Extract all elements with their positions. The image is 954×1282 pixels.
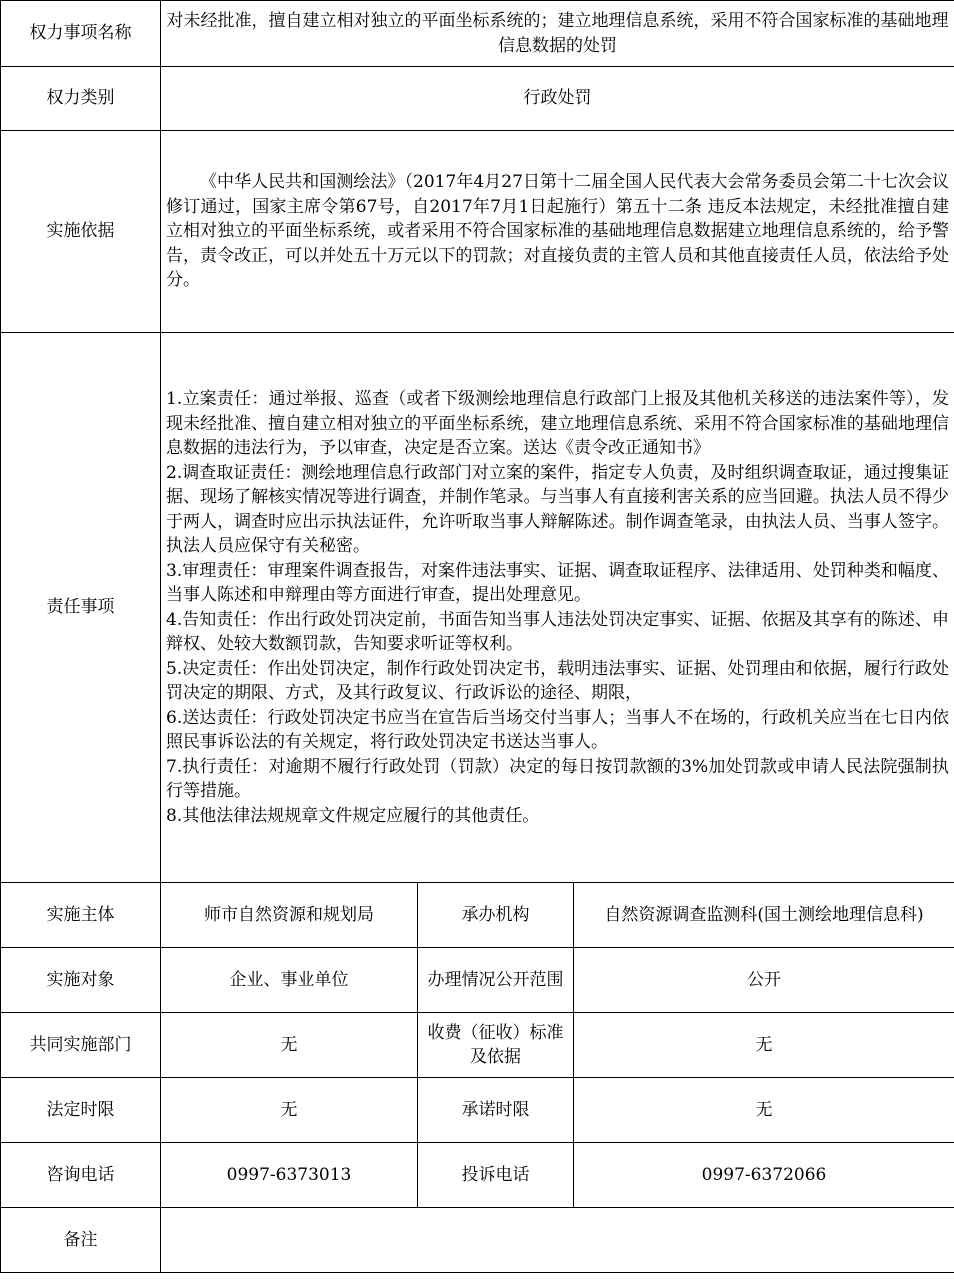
complaint-phone-label: 投诉电话: [418, 1143, 574, 1208]
subject-value: 师市自然资源和规划局: [161, 883, 418, 948]
joint-dept-value: 无: [161, 1013, 418, 1078]
legal-basis-text: 《中华人民共和国测绘法》（2017年4月27日第十二届全国人民代表大会常务委员会第二十七次会议修订通过，国家主席令第67号，自2017年7月1日起施行）第五十二条 违反本法规定，未经批准擅自建立相对独立的平面坐标系统，或者采用不符合国家标准的基础地理信息数据建立地理信息系统的，给予警告，责令改正，可以并处五十万元以下的罚款；对直接负责的主管人员和其他直接责任人员，依法给予处分。: [166, 172, 949, 291]
responsibility-item: 5.决定责任：作出处罚决定，制作行政处罚决定书，载明违法事实、证据、处罚理由和依据，履行行政处罚决定的期限、方式，及其行政复议、行政诉讼的途径、期限，: [166, 658, 949, 703]
row-responsibility: [1, 333, 954, 883]
handling-org-value: 自然资源调查监测科(国土测绘地理信息科): [574, 883, 954, 948]
responsibility-item: 6.送达责任：行政处罚决定书应当在宣告后当场交付当事人；当事人不在场的，行政机关应当在七日内依照民事诉讼法的有关规定，将行政处罚决定书送达当事人。: [166, 707, 949, 752]
item-name-label: 权力事项名称: [1, 1, 161, 67]
row-joint-dept: [1, 1013, 954, 1078]
target-label: 实施对象: [1, 948, 161, 1013]
responsibility-cell: [161, 333, 954, 883]
responsibility-item: 2.调查取证责任：测绘地理信息行政部门对立案的案件，指定专人负责，及时组织调查取证，通过搜集证据、现场了解核实情况等进行调查，并制作笔录。与当事人有直接利害关系的应当回避。执法人员不得少于两人，调查时应出示执法证件，允许听取当事人辩解陈述。制作调查笔录，由执法人员、当事人签字。执法人员应保守有关秘密。: [166, 462, 949, 556]
legal-basis-cell: [161, 131, 954, 333]
row-legal-basis: [1, 131, 954, 333]
responsibility-item: 3.审理责任：审理案件调查报告，对案件违法事实、证据、调查取证程序、法律适用、处罚种类和幅度、当事人陈述和申辩理由等方面进行审查，提出处理意见。: [166, 560, 949, 605]
row-target: [1, 948, 954, 1013]
subject-label: 实施主体: [1, 883, 161, 948]
disclosure-scope-value: 公开: [574, 948, 954, 1013]
row-phone: [1, 1143, 954, 1208]
disclosure-scope-label: 办理情况公开范围: [418, 948, 574, 1013]
promised-deadline-value: 无: [574, 1078, 954, 1143]
legal-basis-label: 实施依据: [1, 131, 161, 333]
promised-deadline-label: 承诺时限: [418, 1078, 574, 1143]
complaint-phone-value: 0997-6372066: [574, 1143, 954, 1208]
target-value: 企业、事业单位: [161, 948, 418, 1013]
row-power-type: [1, 67, 954, 131]
row-item-name: [1, 1, 954, 67]
responsibility-item: 1.立案责任：通过举报、巡查（或者下级测绘地理信息行政部门上报及其他机关移送的违法案件等），发现未经批准、擅自建立相对独立的平面坐标系统，建立地理信息系统、采用不符合国家标准的基础地理信息数据的违法行为，予以审查，决定是否立案。送达《责令改正通知书》: [166, 389, 949, 458]
note-label: 备注: [1, 1208, 161, 1273]
row-subject: [1, 883, 954, 948]
legal-deadline-label: 法定时限: [1, 1078, 161, 1143]
item-name-value: 对未经批准，擅自建立相对独立的平面坐标系统的；建立地理信息系统，采用不符合国家标准的基础地理信息数据的处罚: [161, 1, 954, 67]
responsibility-item: 8.其他法律法规规章文件规定应履行的其他责任。: [166, 805, 540, 826]
joint-dept-label: 共同实施部门: [1, 1013, 161, 1078]
fee-standard-label: 收费（征收）标准及依据: [418, 1013, 574, 1078]
consult-phone-value: 0997-6373013: [161, 1143, 418, 1208]
power-type-value: 行政处罚: [161, 67, 954, 131]
responsibility-item: 7.执行责任：对逾期不履行行政处罚（罚款）决定的每日按罚款额的3%加处罚款或申请人民法院强制执行等措施。: [166, 756, 949, 801]
fee-standard-value: 无: [574, 1013, 954, 1078]
note-value: [161, 1208, 954, 1273]
row-deadline: [1, 1078, 954, 1143]
consult-phone-label: 咨询电话: [1, 1143, 161, 1208]
responsibility-label: 责任事项: [1, 333, 161, 883]
handling-org-label: 承办机构: [418, 883, 574, 948]
power-type-label: 权力类别: [1, 67, 161, 131]
legal-deadline-value: 无: [161, 1078, 418, 1143]
row-note: [1, 1208, 954, 1273]
responsibility-item: 4.告知责任：作出行政处罚决定前，书面告知当事人违法处罚决定事实、证据、依据及其享有的陈述、申辩权、处较大数额罚款，告知要求听证等权利。: [166, 609, 949, 654]
